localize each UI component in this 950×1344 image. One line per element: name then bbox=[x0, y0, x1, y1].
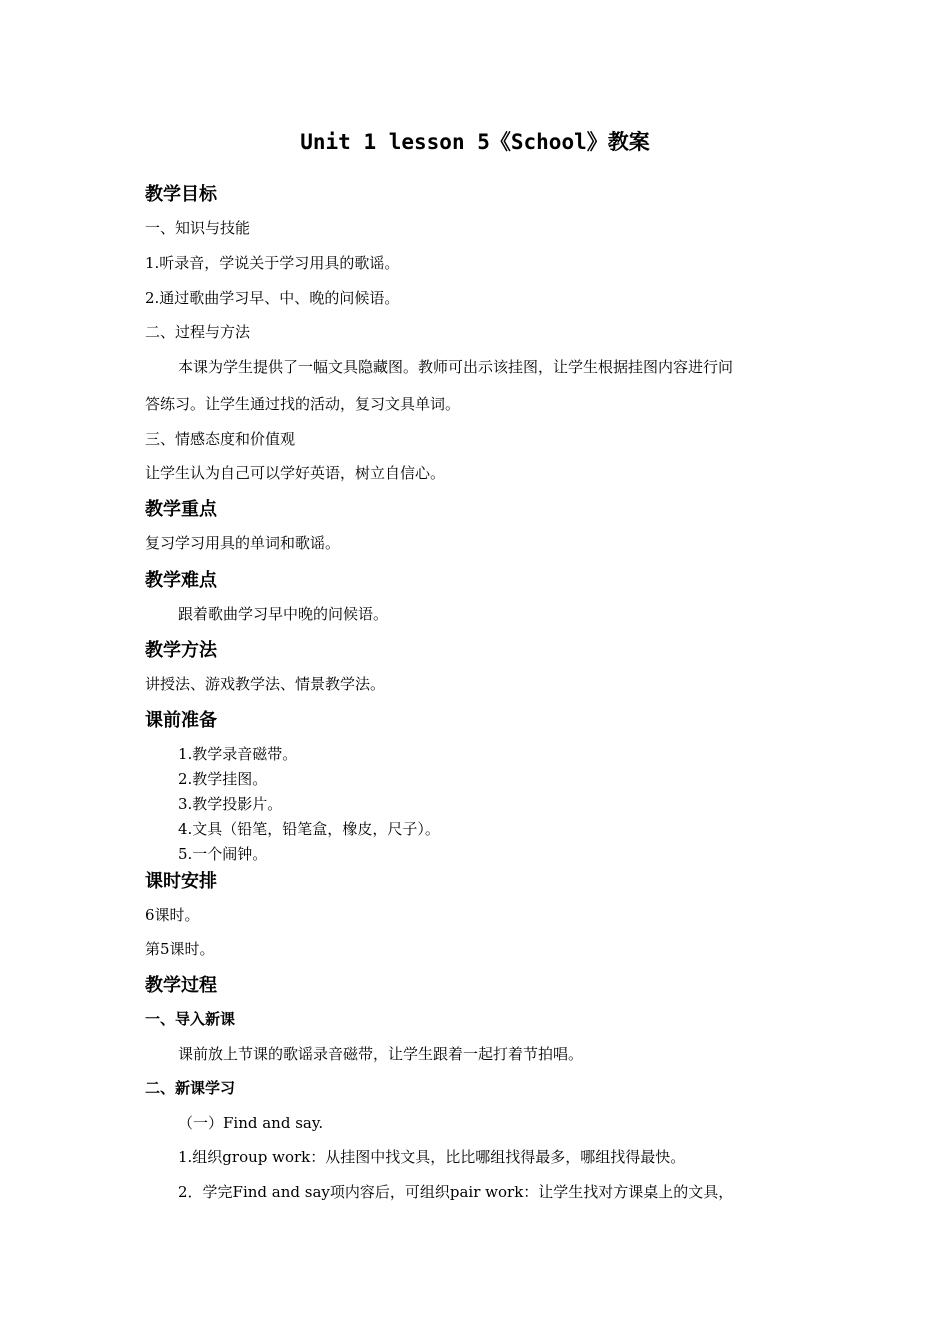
subheading-new-lesson: 二、新课学习 bbox=[145, 1079, 236, 1097]
heading-key-points: 教学重点 bbox=[145, 499, 217, 520]
objective-line-2: 2.通过歌曲学习早、中、晚的问候语。 bbox=[145, 289, 400, 307]
heading-objectives: 教学目标 bbox=[145, 184, 217, 205]
heading-preparation: 课前准备 bbox=[145, 710, 217, 731]
list-item: 1.教学录音磁带。 bbox=[178, 745, 298, 763]
heading-procedure: 教学过程 bbox=[145, 975, 217, 996]
list-item: 3.教学投影片。 bbox=[178, 795, 283, 813]
list-item: 5.一个闹钟。 bbox=[178, 845, 268, 863]
difficulties-text: 跟着歌曲学习早中晚的问候语。 bbox=[178, 605, 389, 623]
heading-schedule: 课时安排 bbox=[145, 871, 217, 892]
heading-difficulties: 教学难点 bbox=[145, 570, 217, 591]
subheading-knowledge: 一、知识与技能 bbox=[145, 219, 251, 237]
process-paragraph-line-1: 本课为学生提供了一幅文具隐藏图。教师可出示该挂图，让学生根据挂图内容进行问 bbox=[178, 358, 734, 376]
schedule-line-1: 6课时。 bbox=[145, 906, 200, 924]
group-work-text: 1.组织group work：从挂图中找文具，比比哪组找得最多，哪组找得最快。 bbox=[178, 1148, 686, 1166]
objective-line-1: 1.听录音，学说关于学习用具的歌谣。 bbox=[145, 254, 400, 272]
introduction-text: 课前放上节课的歌谣录音磁带，让学生跟着一起打着节拍唱。 bbox=[178, 1045, 584, 1063]
heading-methods: 教学方法 bbox=[145, 640, 217, 661]
list-item: 2.教学挂图。 bbox=[178, 770, 268, 788]
process-paragraph-line-2: 答练习。让学生通过找的活动，复习文具单词。 bbox=[145, 395, 461, 413]
key-points-text: 复习学习用具的单词和歌谣。 bbox=[145, 534, 341, 552]
list-item: 4.文具（铅笔，铅笔盒，橡皮，尺子）。 bbox=[178, 820, 440, 838]
attitude-text: 让学生认为自己可以学好英语，树立自信心。 bbox=[145, 464, 446, 482]
subheading-attitude: 三、情感态度和价值观 bbox=[145, 430, 296, 448]
document-title: Unit 1 lesson 5《School》教案 bbox=[300, 130, 650, 154]
subheading-introduction: 一、导入新课 bbox=[145, 1010, 236, 1028]
schedule-line-2: 第5课时。 bbox=[145, 940, 215, 958]
find-and-say-heading: （一）Find and say. bbox=[178, 1114, 324, 1132]
pair-work-text: 2．学完Find and say项内容后，可组织pair work：让学生找对方课桌上的文具， bbox=[178, 1183, 734, 1201]
methods-text: 讲授法、游戏教学法、情景教学法。 bbox=[145, 675, 386, 693]
subheading-process: 二、过程与方法 bbox=[145, 323, 251, 341]
